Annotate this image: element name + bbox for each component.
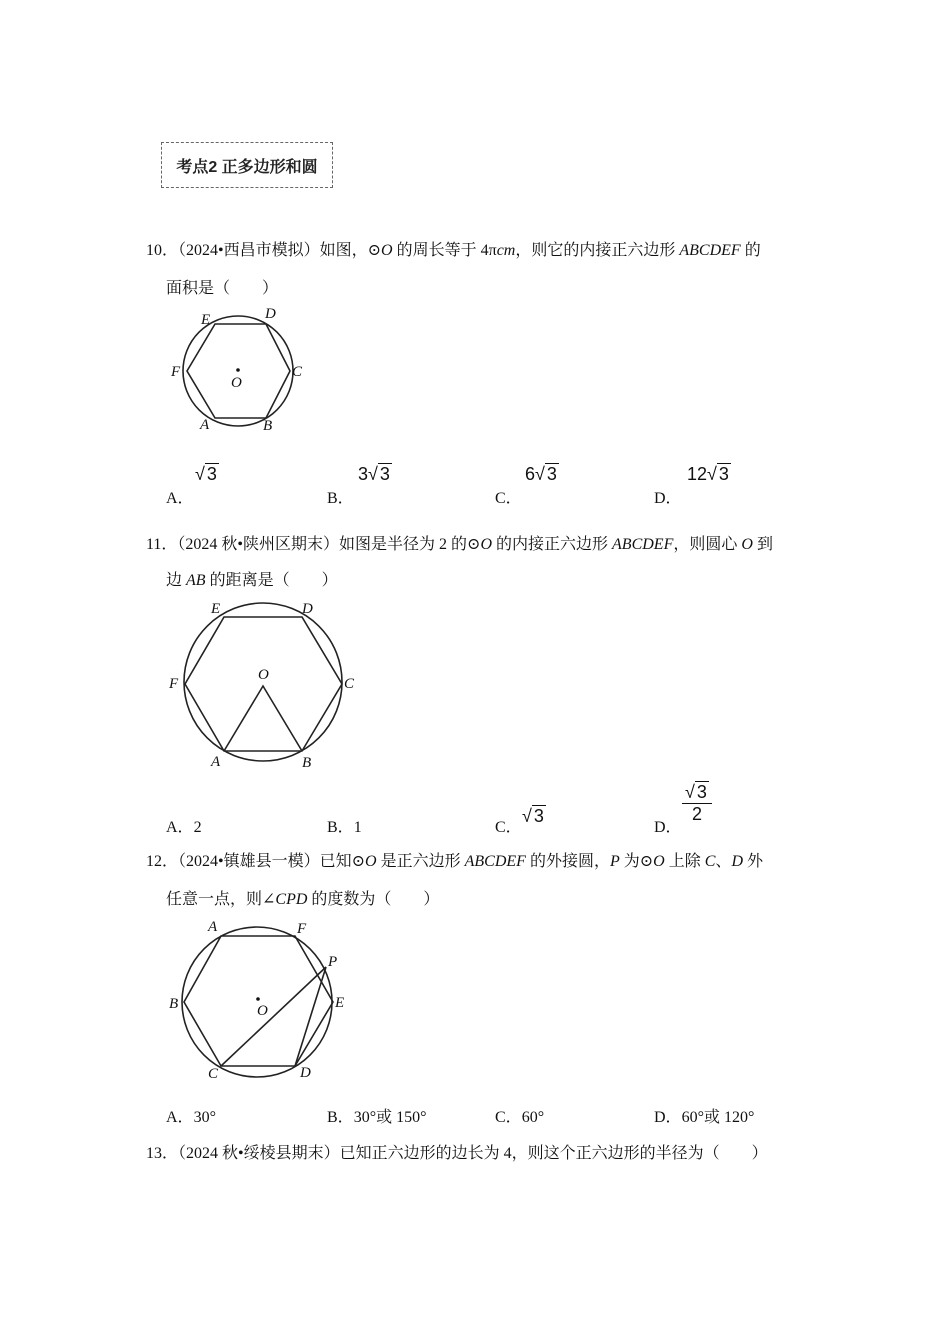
q11-label-C: C xyxy=(344,676,355,692)
q13-number: 13． xyxy=(146,1145,179,1162)
q10-label-B: B xyxy=(263,418,273,434)
q11-option-b[interactable]: B．1 xyxy=(327,819,362,836)
q12-option-c[interactable]: C．60° xyxy=(495,1109,545,1126)
q11-triangle-OAB xyxy=(224,686,302,751)
q11-option-c[interactable]: C． xyxy=(495,819,522,836)
q10-option-a-value: √ 3 xyxy=(195,464,217,484)
section-title-box xyxy=(161,142,333,188)
q10-figure xyxy=(166,300,316,440)
q11-label-E: E xyxy=(211,601,221,617)
q12-label-F: F xyxy=(297,921,307,937)
q10-option-b-value: 3√ 3 xyxy=(358,464,390,484)
q10-source: （2024•西昌市模拟） xyxy=(178,242,320,259)
q10-option-c[interactable]: C． xyxy=(495,490,522,507)
q10-label-O: O xyxy=(231,375,242,391)
q11-label-D: D xyxy=(302,601,313,617)
q12-figure xyxy=(166,912,366,1084)
q12-label-O: O xyxy=(257,1003,268,1019)
q11-hexagon xyxy=(185,617,342,751)
q11-line2: 边 AB 的距离是（ ） xyxy=(166,572,338,589)
q12-label-E: E xyxy=(335,995,345,1011)
q12-label-D: D xyxy=(300,1065,311,1081)
q10-option-d-value: 12√ 3 xyxy=(687,464,729,484)
q12-label-A: A xyxy=(208,919,218,935)
q11-label-F: F xyxy=(169,676,179,692)
q11-option-a[interactable]: A．2 xyxy=(166,819,202,836)
q13-line1: 13．（2024 秋•绥棱县期末）已知正六边形的边长为 4，则这个正六边形的半径为（ ） xyxy=(146,1145,768,1162)
q10-center-dot xyxy=(236,368,240,372)
q13-source: （2024 秋•绥棱县期末） xyxy=(178,1145,340,1162)
q11-option-d[interactable]: D． xyxy=(654,819,682,836)
q11-number: 11． xyxy=(146,536,178,553)
q12-source: （2024•镇雄县一模） xyxy=(178,853,320,870)
q11-label-B: B xyxy=(302,755,312,771)
section-title: 考点2 正多边形和圆 xyxy=(176,158,318,176)
q11-source: （2024 秋•陕州区期末） xyxy=(177,536,340,553)
q11-line1: 11．（2024 秋•陕州区期末）如图是半径为 2 的⊙O 的内接正六边形 ABCDEF，则圆心 O 到 xyxy=(146,536,773,553)
q11-option-d-value: $\frac{√ 3}{2}$ xyxy=(682,782,712,825)
q10-line2: 面积是（ ） xyxy=(166,280,279,297)
q10-label-E: E xyxy=(201,312,211,328)
q11-option-c-value: √ 3 xyxy=(522,806,544,826)
q12-line2: 任意一点，则∠CPD 的度数为（ ） xyxy=(166,891,440,908)
q12-line1: 12．（2024•镇雄县一模）已知⊙O 是正六边形 ABCDEF 的外接圆，P 为⊙O 上除 C、D 外 xyxy=(146,853,764,870)
q10-option-a[interactable]: A． xyxy=(166,490,194,507)
q10-label-C: C xyxy=(292,364,303,380)
q11-label-O: O xyxy=(258,667,269,683)
q10-label-D: D xyxy=(265,306,276,322)
q10-label-F: F xyxy=(171,364,181,380)
q12-number: 12． xyxy=(146,853,179,870)
q10-label-A: A xyxy=(200,417,210,433)
q12-circle xyxy=(182,927,332,1077)
q12-option-a[interactable]: A．30° xyxy=(166,1109,216,1126)
q12-label-C: C xyxy=(208,1066,219,1082)
q12-label-B: B xyxy=(169,996,179,1012)
q10-option-c-value: 6√ 3 xyxy=(525,464,557,484)
q11-figure xyxy=(166,596,366,776)
q12-option-b[interactable]: B．30°或 150° xyxy=(327,1109,427,1126)
q12-center-dot xyxy=(256,997,260,1001)
q11-label-A: A xyxy=(211,754,221,770)
q12-hexagon xyxy=(184,936,333,1066)
q10-number: 10． xyxy=(146,242,179,259)
q12-label-P: P xyxy=(328,954,338,970)
q10-option-d[interactable]: D． xyxy=(654,490,682,507)
q12-option-d[interactable]: D．60°或 120° xyxy=(654,1109,755,1126)
q10-option-b[interactable]: B． xyxy=(327,490,354,507)
q10-line1: 10．（2024•西昌市模拟）如图，⊙O 的周长等于 4πcm，则它的内接正六边形 ABCDEF 的 xyxy=(146,242,761,259)
